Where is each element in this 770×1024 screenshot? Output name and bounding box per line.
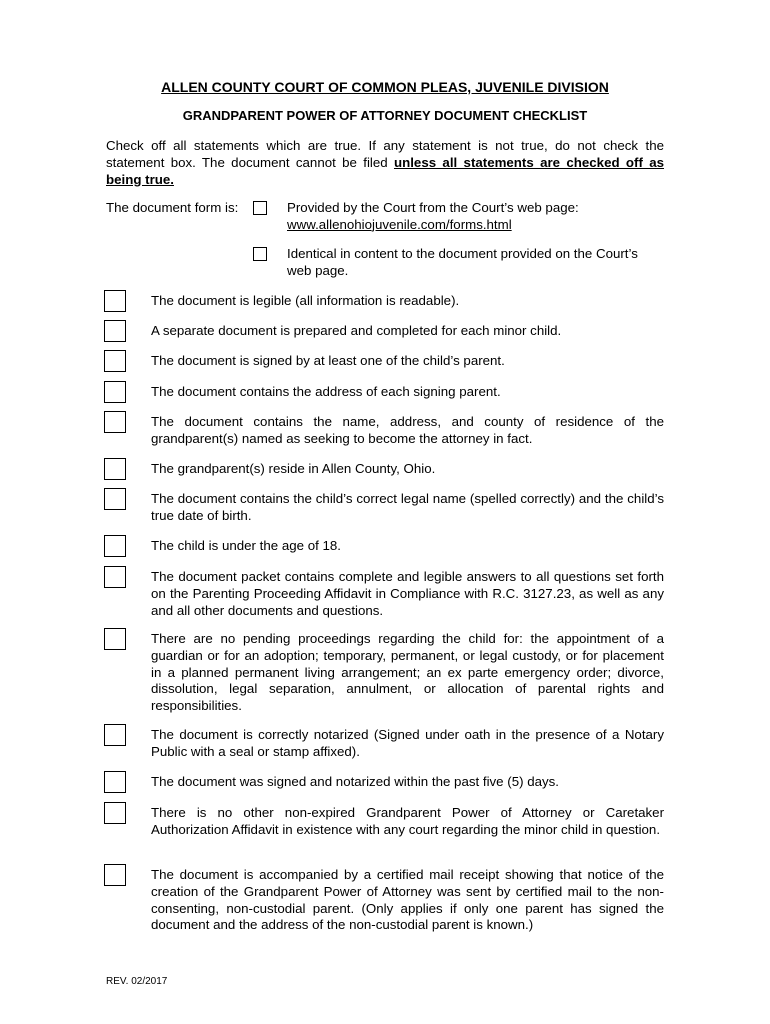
checklist-item: The document contains the name, address, and county of residence of the grandparent(s) named as seeking to become the attorney in fact. <box>151 414 664 446</box>
checklist-item: The document contains the address of each signing parent. <box>151 384 501 399</box>
checklist-checkbox[interactable] <box>104 628 126 650</box>
instructions-emphasis: unless all statements are checked off as being true. <box>106 154 665 187</box>
checklist-title: GRANDPARENT POWER OF ATTORNEY DOCUMENT CHECKLIST <box>182 108 588 123</box>
checklist-item: There are no pending proceedings regarding the child for: the appointment of a guardian or for an adoption; temporary, permanent, or legal custody, or for placement in a planned permanent living arrangement; an ex parte emergency order; divorce, dissolution, legal separation, annulment, or allocation of parental rights and responsibilities. <box>151 631 664 714</box>
checklist-checkbox[interactable] <box>104 864 126 886</box>
checklist-checkbox[interactable] <box>104 290 126 312</box>
checklist-item: There is no other non-expired Grandparent Power of Attorney or Caretaker Authorization Affidavit in existence with any court regarding the minor child in question. <box>151 805 664 837</box>
checklist-item: The grandparent(s) reside in Allen County, Ohio. <box>151 461 436 476</box>
checklist-item: The document is signed by at least one of the child’s parent. <box>151 353 505 368</box>
checklist-checkbox[interactable] <box>104 488 126 510</box>
checklist-checkbox[interactable] <box>104 802 126 824</box>
checklist-item: The document contains the child’s correct legal name (spelled correctly) and the child’s true date of birth. <box>151 491 664 523</box>
form-option-court-text: Provided by the Court from the Court’s web page: <box>287 200 579 215</box>
checklist-item: The document packet contains complete and legible answers to all questions set forth on the Parenting Proceeding Affidavit in Compliance with R.C. 3127.23, as well as any and all other documents and questions. <box>151 569 664 618</box>
form-option-identical-text: Identical in content to the document provided on the Court’s web page. <box>287 246 638 278</box>
checklist-item: The document is correctly notarized (Signed under oath in the presence of a Notary Public with a seal or stamp affixed). <box>151 727 664 759</box>
checklist-checkbox[interactable] <box>104 458 126 480</box>
forms-url-link[interactable]: www.allenohiojuvenile.com/forms.html <box>287 216 512 232</box>
form-option-court-checkbox[interactable] <box>253 201 267 215</box>
form-option-court <box>287 200 664 234</box>
checklist-checkbox[interactable] <box>104 771 126 793</box>
checklist-checkbox[interactable] <box>104 535 126 557</box>
checklist-checkbox[interactable] <box>104 411 126 433</box>
court-title: ALLEN COUNTY COURT OF COMMON PLEAS, JUVENILE DIVISION <box>161 79 609 95</box>
checklist-item: A separate document is prepared and completed for each minor child. <box>151 323 562 338</box>
checklist-checkbox[interactable] <box>104 381 126 403</box>
instructions-text: Check off all statements which are true. If any statement is not true, do not check the statement box. The document cannot be filed <box>106 138 664 170</box>
form-option-identical-checkbox[interactable] <box>253 247 267 261</box>
document-form-label: The document form is: <box>106 200 239 215</box>
checklist-item: The child is under the age of 18. <box>151 538 341 553</box>
checklist-item: The document is legible (all information is readable). <box>151 293 460 308</box>
instructions-paragraph <box>106 138 664 188</box>
revision-date: REV. 02/2017 <box>106 976 168 987</box>
checklist-checkbox[interactable] <box>104 566 126 588</box>
checklist-item: The document was signed and notarized within the past five (5) days. <box>151 774 559 789</box>
checklist-checkbox[interactable] <box>104 350 126 372</box>
checklist-checkbox[interactable] <box>104 320 126 342</box>
checklist-item: The document is accompanied by a certified mail receipt showing that notice of the creation of the Grandparent Power of Attorney was sent by certified mail to the non-consenting, non-custodial parent. (Only applies if only one parent has signed the document and the address of the non-custodial parent is known.) <box>151 867 664 933</box>
checklist-checkbox[interactable] <box>104 724 126 746</box>
